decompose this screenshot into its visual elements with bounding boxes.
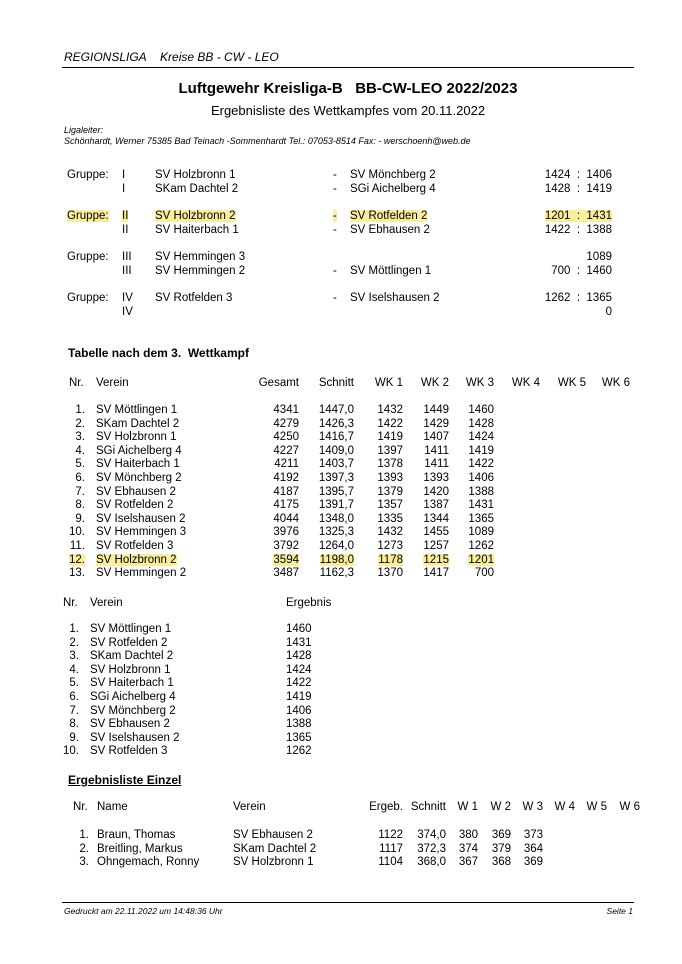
result-row-nr: 2. [69, 636, 79, 649]
group-dash: - [333, 183, 337, 195]
table-row-nr: 5. [75, 458, 85, 471]
table-row-gesamt: 3792 [273, 540, 299, 552]
group-roman: III [122, 251, 132, 263]
group-score: 0 [605, 306, 612, 318]
table-row-gesamt: 4341 [273, 404, 299, 416]
einzel-row-schnitt: 372,3 [417, 842, 446, 855]
result-row-nr: 6. [69, 691, 79, 703]
einzel-header-w5: W 5 [586, 801, 607, 813]
table-row-wk3: 1262 [468, 540, 494, 552]
result-row-ergebnis: 1431 [286, 636, 312, 649]
result-row-ergebnis: 1388 [286, 718, 312, 731]
einzel-row-ergeb: 1117 [379, 842, 403, 855]
einzel-row-verein: SV Holzbronn 1 [233, 856, 314, 869]
result-header-ergebnis: Ergebnis [286, 597, 332, 609]
einzel-header-nr: Nr. [73, 801, 88, 813]
table-row-wk3: 1419 [468, 444, 494, 457]
table-row-verein: SGi Aichelberg 4 [96, 444, 182, 457]
table-row-wk1: 1335 [377, 512, 403, 525]
table-row-gesamt: 4250 [273, 431, 299, 444]
result-row-verein: SV Haiterbach 1 [90, 677, 174, 690]
group-dash: - [333, 169, 337, 181]
group-dash: - [333, 210, 337, 222]
result-row-ergebnis: 1406 [286, 704, 312, 717]
table-row-wk3: 1365 [468, 512, 494, 525]
header-rule [62, 67, 634, 68]
table-row-verein: SV Holzbronn 1 [96, 431, 177, 444]
table-row-verein: SV Mönchberg 2 [96, 472, 182, 484]
table-row-wk2: 1455 [423, 526, 449, 539]
group-roman: I [122, 169, 126, 181]
table-row-verein: SV Iselshausen 2 [96, 512, 186, 525]
einzel-row-nr: 1. [79, 829, 89, 841]
group-score: 1201 : 1431 [544, 210, 612, 222]
einzel-row-w2: 369 [491, 829, 511, 841]
ligaleiter-text: Schönhardt, Werner 75385 Bad Teinach -Sommenhardt Tel.: 07053-8514 Fax: - werschoenh@web.de [64, 136, 471, 146]
ligaleiter-label: Ligaleiter: [64, 125, 104, 135]
footer-page: Seite 1 [606, 906, 633, 916]
table-row-wk2: 1420 [423, 485, 449, 498]
table-row-gesamt: 3594 [273, 553, 299, 566]
group-score: 1424 : 1406 [544, 169, 612, 181]
result-row-nr: 8. [69, 718, 79, 731]
table-row-wk1: 1419 [377, 431, 403, 444]
table-row-schnitt: 1264,0 [318, 540, 354, 552]
group-away-team: SV Iselshausen 2 [350, 292, 440, 304]
einzel-row-w1: 380 [458, 829, 478, 841]
table-row-schnitt: 1198,0 [319, 553, 354, 566]
result-row-ergebnis: 1422 [286, 677, 312, 690]
einzel-row-name: Breitling, Markus [97, 842, 183, 855]
table-row-wk3: 1089 [468, 526, 494, 539]
table-row-nr: 12. [69, 553, 85, 566]
table-row-gesamt: 4211 [274, 458, 299, 471]
result-row-ergebnis: 1262 [286, 745, 312, 758]
table-row-nr: 2. [75, 417, 85, 430]
einzel-row-schnitt: 374,0 [417, 829, 446, 841]
group-roman: IV [122, 292, 133, 304]
result-row-nr: 10. [63, 745, 79, 758]
result-row-verein: SKam Dachtel 2 [90, 650, 174, 663]
table-row-wk2: 1449 [423, 404, 449, 416]
table-row-gesamt: 3976 [273, 526, 299, 539]
einzel-title: Ergebnisliste Einzel [68, 773, 182, 787]
page-subtitle: Ergebnisliste des Wettkampfes vom 20.11.2022 [210, 103, 486, 118]
table-row-nr: 9. [75, 512, 85, 525]
table-row-nr: 6. [75, 472, 85, 484]
result-row-verein: SGi Aichelberg 4 [90, 691, 176, 703]
einzel-header-ergeb: Ergeb. [369, 801, 403, 813]
einzel-header-w1: W 1 [457, 801, 478, 813]
einzel-row-schnitt: 368,0 [417, 856, 446, 869]
table-row-wk3: 1431 [468, 499, 494, 512]
einzel-row-w2: 368 [491, 856, 511, 869]
header-wk2: WK 2 [420, 377, 449, 389]
table-row-wk3: 1201 [468, 553, 494, 566]
einzel-row-w1: 367 [458, 856, 478, 869]
table-row-wk3: 1388 [468, 485, 494, 498]
table-row-wk3: 1422 [468, 458, 494, 471]
einzel-row-name: Braun, Thomas [97, 829, 176, 841]
table-row-schnitt: 1426,3 [318, 417, 354, 430]
header-league [64, 50, 279, 64]
einzel-row-w1: 374 [458, 842, 478, 855]
einzel-header-w4: W 4 [554, 801, 575, 813]
table-row-wk1: 1397 [377, 444, 403, 457]
header-wk1: WK 1 [374, 377, 403, 389]
table-row-wk2: 1215 [423, 553, 449, 566]
group-away-team: SV Mönchberg 2 [350, 169, 436, 181]
einzel-row-w3: 364 [523, 842, 543, 855]
einzel-header-w3: W 3 [522, 801, 543, 813]
table-row-wk3: 1460 [468, 404, 494, 416]
table-row-wk2: 1257 [423, 540, 449, 552]
group-roman: II [122, 210, 129, 222]
table-row-gesamt: 4279 [273, 417, 299, 430]
table-row-verein: SV Rotfelden 2 [96, 499, 174, 512]
result-row-ergebnis: 1428 [286, 650, 312, 663]
einzel-row-w2: 379 [491, 842, 511, 855]
group-label: Gruppe: [67, 169, 109, 181]
result-row-ergebnis: 1424 [286, 663, 312, 676]
table-row-schnitt: 1403,7 [318, 458, 354, 471]
table-row-wk1: 1378 [377, 458, 403, 471]
table-row-nr: 7. [75, 485, 85, 498]
table-row-wk1: 1432 [377, 526, 403, 539]
group-away-team: SV Ebhausen 2 [350, 224, 430, 236]
table-row-wk2: 1407 [423, 431, 449, 444]
table-row-wk1: 1178 [378, 553, 403, 566]
group-home-team: SV Holzbronn 2 [155, 210, 236, 222]
einzel-header-schnitt: Schnitt [410, 801, 446, 813]
table-row-nr: 8. [75, 499, 85, 512]
result-row-ergebnis: 1460 [286, 623, 312, 635]
result-header-verein: Verein [90, 597, 123, 609]
einzel-header-verein: Verein [233, 801, 266, 813]
table-row-wk1: 1273 [377, 540, 403, 552]
einzel-header-name: Name [97, 801, 128, 813]
einzel-row-nr: 3. [79, 856, 89, 869]
table-row-wk2: 1417 [423, 567, 449, 580]
table-row-schnitt: 1397,3 [318, 472, 354, 484]
result-row-nr: 7. [69, 704, 79, 717]
einzel-header-w2: W 2 [490, 801, 511, 813]
table-row-wk2: 1344 [423, 512, 449, 525]
group-label: Gruppe: [67, 251, 109, 263]
table-row-wk3: 1428 [468, 417, 494, 430]
table-title: Tabelle nach dem 3. Wettkampf [68, 346, 249, 360]
table-row-wk2: 1393 [423, 472, 449, 484]
group-home-team: SKam Dachtel 2 [155, 183, 239, 195]
einzel-row-w3: 373 [523, 829, 543, 841]
result-row-verein: SV Holzbronn 1 [90, 663, 171, 676]
result-row-verein: SV Ebhausen 2 [90, 718, 170, 731]
result-row-nr: 5. [69, 677, 79, 690]
table-row-verein: SV Haiterbach 1 [96, 458, 180, 471]
table-row-schnitt: 1162,3 [319, 567, 354, 580]
table-row-schnitt: 1395,7 [318, 485, 354, 498]
result-row-nr: 9. [69, 731, 79, 744]
group-away-team: SV Rotfelden 2 [350, 210, 428, 222]
einzel-row-nr: 2. [79, 842, 89, 855]
einzel-row-w3: 369 [523, 856, 543, 869]
header-gesamt: Gesamt [258, 377, 299, 389]
group-away-team: SGi Aichelberg 4 [350, 183, 436, 195]
table-row-gesamt: 3487 [273, 567, 299, 580]
header-nr: Nr. [69, 377, 84, 389]
header-schnitt: Schnitt [318, 377, 354, 389]
group-home-team: SV Hemmingen 2 [155, 265, 246, 277]
result-row-verein: SV Mönchberg 2 [90, 704, 176, 717]
table-row-wk1: 1393 [377, 472, 403, 484]
table-row-verein: SV Holzbronn 2 [96, 553, 177, 566]
table-row-wk2: 1411 [424, 444, 449, 457]
table-row-schnitt: 1447,0 [318, 404, 354, 416]
einzel-header-w6: W 6 [619, 801, 640, 813]
table-row-gesamt: 4044 [273, 512, 299, 525]
group-score: 700 : 1460 [551, 265, 612, 277]
group-label: Gruppe: [67, 210, 109, 222]
table-row-verein: SV Rotfelden 3 [96, 540, 174, 552]
header-verein: Verein [96, 377, 129, 389]
group-score: 1422 : 1388 [544, 224, 612, 236]
league-label: REGIONSLIGA [64, 50, 147, 64]
table-row-nr: 3. [75, 431, 85, 444]
group-home-team: SV Haiterbach 1 [155, 224, 239, 236]
table-row-wk2: 1387 [423, 499, 449, 512]
table-row-nr: 11. [69, 540, 85, 552]
table-row-verein: SKam Dachtel 2 [96, 417, 180, 430]
table-row-wk1: 1370 [377, 567, 403, 580]
result-row-verein: SV Rotfelden 2 [90, 636, 168, 649]
group-roman: IV [122, 306, 133, 318]
group-home-team: SV Holzbronn 1 [155, 169, 236, 181]
group-roman: I [122, 183, 126, 195]
einzel-row-name: Ohngemach, Ronny [97, 856, 200, 869]
table-row-wk1: 1432 [377, 404, 403, 416]
table-row-gesamt: 4192 [273, 472, 299, 484]
table-row-schnitt: 1409,0 [318, 444, 354, 457]
group-away-team: SV Möttlingen 1 [350, 265, 432, 277]
group-home-team: SV Rotfelden 3 [155, 292, 233, 304]
header-wk5: WK 5 [557, 377, 586, 389]
result-row-nr: 3. [69, 650, 79, 663]
group-dash: - [333, 224, 337, 236]
header-wk6: WK 6 [601, 377, 630, 389]
footer-rule [62, 902, 634, 903]
table-row-wk2: 1429 [423, 417, 449, 430]
table-row-wk3: 1406 [468, 472, 494, 484]
group-score: 1428 : 1419 [544, 183, 612, 195]
result-row-verein: SV Iselshausen 2 [90, 731, 180, 744]
table-row-wk1: 1357 [377, 499, 403, 512]
districts-label: Kreise BB - CW - LEO [160, 50, 279, 64]
header-wk3: WK 3 [465, 377, 494, 389]
table-row-wk3: 1424 [468, 431, 494, 444]
result-row-nr: 1. [69, 623, 79, 635]
group-home-team: SV Hemmingen 3 [155, 251, 246, 263]
table-row-wk3: 700 [474, 567, 494, 580]
page-title: Luftgewehr Kreisliga-B BB-CW-LEO 2022/2023 [178, 80, 518, 97]
table-row-schnitt: 1325,3 [318, 526, 354, 539]
table-row-verein: SV Hemmingen 3 [96, 526, 187, 539]
result-header-nr: Nr. [63, 597, 78, 609]
table-row-verein: SV Möttlingen 1 [96, 404, 178, 416]
table-row-nr: 10. [69, 526, 85, 539]
table-row-schnitt: 1416,7 [318, 431, 354, 444]
result-row-verein: SV Möttlingen 1 [90, 623, 172, 635]
table-row-schnitt: 1348,0 [318, 512, 354, 525]
group-dash: - [333, 265, 337, 277]
header-wk4: WK 4 [511, 377, 540, 389]
table-row-verein: SV Ebhausen 2 [96, 485, 176, 498]
table-row-schnitt: 1391,7 [318, 499, 354, 512]
result-row-ergebnis: 1419 [286, 691, 312, 703]
table-row-nr: 4. [75, 444, 85, 457]
result-row-nr: 4. [69, 663, 79, 676]
table-row-nr: 1. [75, 404, 85, 416]
table-row-nr: 13. [69, 567, 85, 580]
table-row-gesamt: 4227 [273, 444, 299, 457]
table-row-gesamt: 4175 [273, 499, 299, 512]
group-label: Gruppe: [67, 292, 109, 304]
einzel-row-verein: SV Ebhausen 2 [233, 829, 313, 841]
footer-printed: Gedruckt am 22.11.2022 um 14:48:36 Uhr [64, 906, 223, 916]
result-row-ergebnis: 1365 [286, 731, 312, 744]
einzel-row-ergeb: 1104 [378, 856, 403, 869]
table-row-verein: SV Hemmingen 2 [96, 567, 187, 580]
table-row-wk1: 1422 [377, 417, 403, 430]
table-row-wk2: 1411 [424, 458, 449, 471]
group-score: 1262 : 1365 [544, 292, 612, 304]
group-roman: II [122, 224, 129, 236]
group-roman: III [122, 265, 132, 277]
table-row-gesamt: 4187 [273, 485, 299, 498]
group-score: 1089 [586, 251, 612, 263]
einzel-row-ergeb: 1122 [378, 829, 403, 841]
table-row-wk1: 1379 [377, 485, 403, 498]
einzel-row-verein: SKam Dachtel 2 [233, 842, 317, 855]
result-row-verein: SV Rotfelden 3 [90, 745, 168, 758]
group-dash: - [333, 292, 337, 304]
